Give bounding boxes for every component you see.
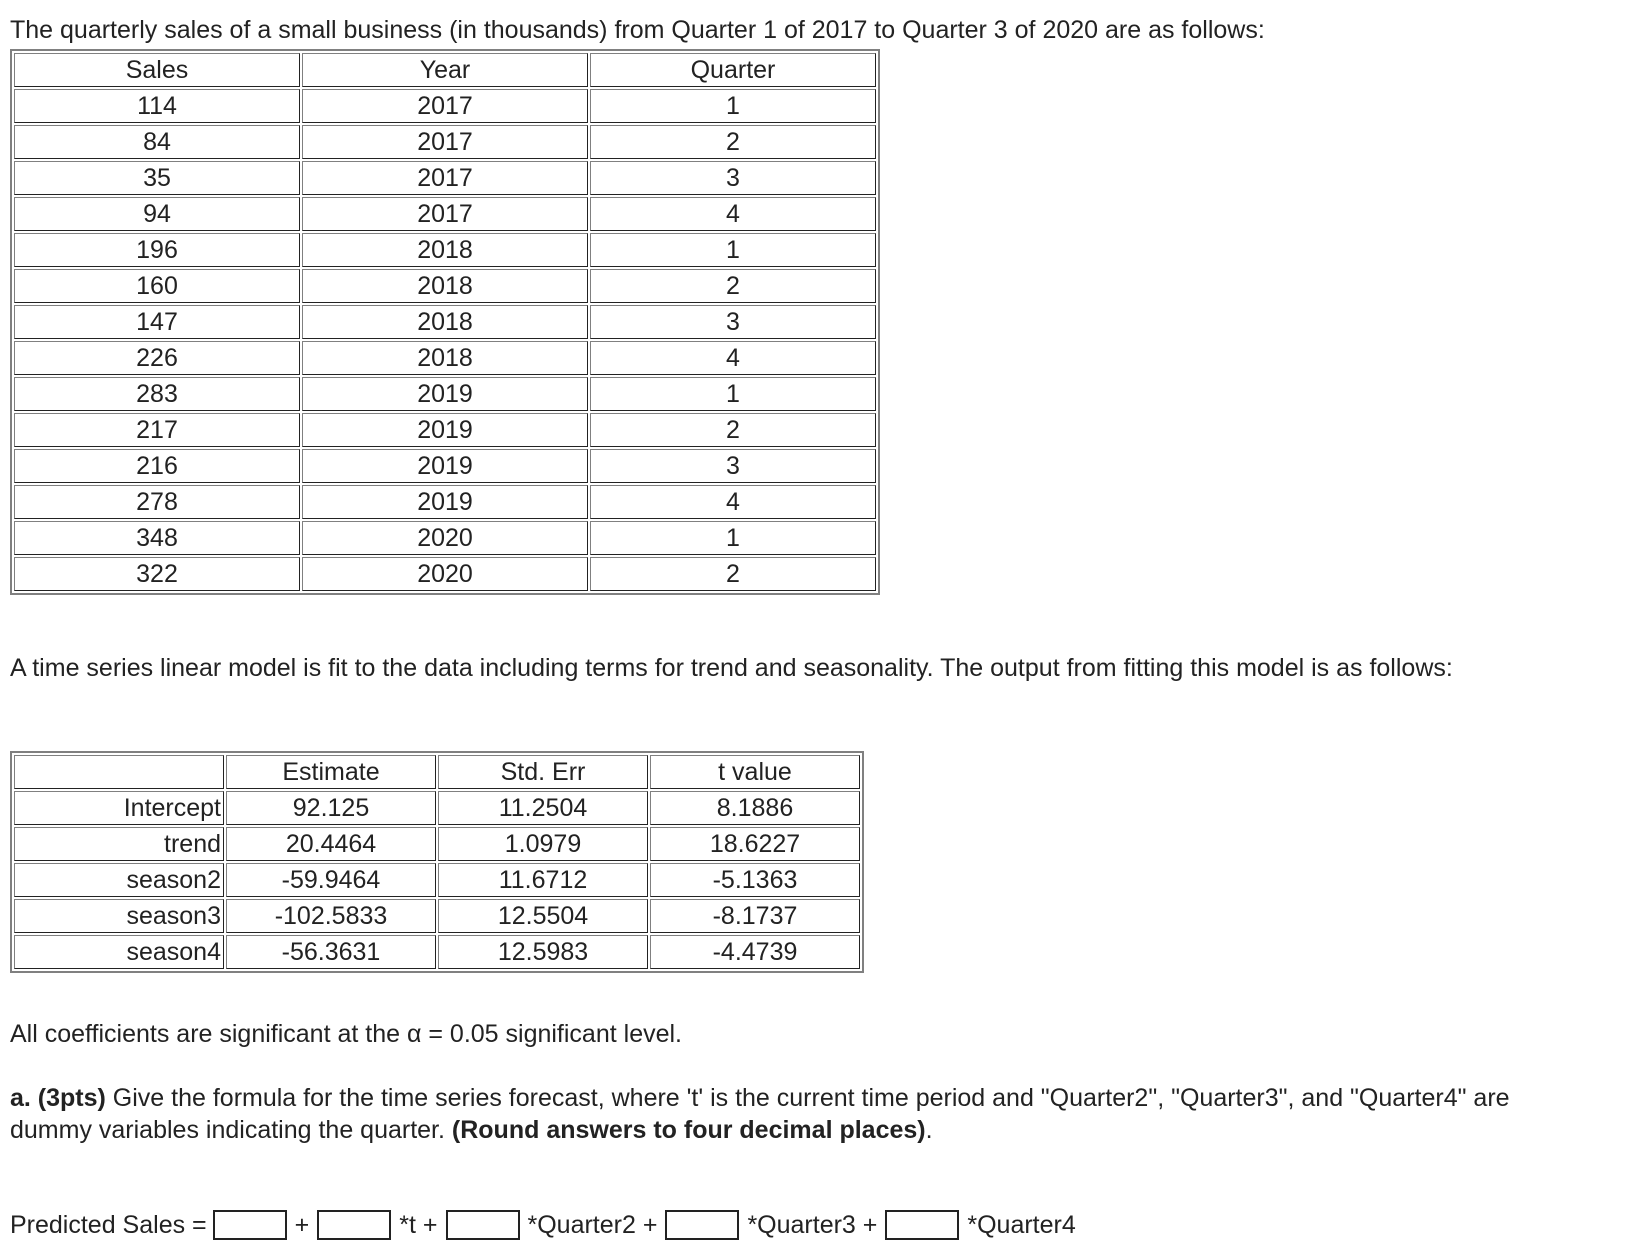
table-cell: 2018: [302, 269, 588, 303]
table-row: [14, 269, 876, 303]
table-cell: Intercept: [14, 791, 224, 825]
table-cell: 2: [590, 269, 876, 303]
table-cell: 2017: [302, 89, 588, 123]
table-row: [14, 233, 876, 267]
table-cell: 4: [590, 341, 876, 375]
table-cell: 196: [14, 233, 300, 267]
table-row: [14, 413, 876, 447]
table-cell: 2: [590, 125, 876, 159]
table-cell: 2017: [302, 125, 588, 159]
table-cell: 1: [590, 233, 876, 267]
table-cell: 2020: [302, 521, 588, 555]
table-cell: 11.6712: [438, 863, 648, 897]
question-a: [10, 1082, 1550, 1146]
table-row: [14, 197, 876, 231]
trend-coefficient-input[interactable]: [317, 1210, 391, 1240]
table-cell: 12.5504: [438, 899, 648, 933]
table-cell: 216: [14, 449, 300, 483]
table-cell: 1.0979: [438, 827, 648, 861]
table-cell: trend: [14, 827, 224, 861]
significance-note: All coefficients are significant at the α = 0.05 significant level.: [10, 1020, 682, 1048]
intercept-input[interactable]: [213, 1210, 287, 1240]
table-cell: 92.125: [226, 791, 436, 825]
table-cell: 3: [590, 449, 876, 483]
table-row: [14, 449, 876, 483]
table-cell: 2018: [302, 305, 588, 339]
table-cell: 160: [14, 269, 300, 303]
table-cell: -5.1363: [650, 863, 860, 897]
table-cell: -8.1737: [650, 899, 860, 933]
plus-sign: +: [294, 1211, 310, 1239]
quarter2-coefficient-input[interactable]: [446, 1210, 520, 1240]
table-cell: 11.2504: [438, 791, 648, 825]
question-end: .: [925, 1116, 933, 1144]
table-row: [14, 161, 876, 195]
column-header: Std. Err: [438, 755, 648, 789]
table-cell: 1: [590, 377, 876, 411]
table-row: [14, 521, 876, 555]
coefficient-table: [10, 751, 864, 973]
predicted-sales-label: Predicted Sales =: [10, 1211, 207, 1239]
table-cell: 2: [590, 557, 876, 591]
table-cell: 8.1886: [650, 791, 860, 825]
table-cell: season3: [14, 899, 224, 933]
rounding-instruction: (Round answers to four decimal places): [451, 1116, 926, 1144]
table-cell: 35: [14, 161, 300, 195]
table-row: [14, 791, 860, 825]
table-cell: season4: [14, 935, 224, 969]
table-cell: 2: [590, 413, 876, 447]
table-row: [14, 89, 876, 123]
t-term-label: *t +: [399, 1211, 438, 1239]
table-row: [14, 485, 876, 519]
sales-data-table: [10, 49, 880, 595]
table-cell: 4: [590, 485, 876, 519]
column-header: Year: [302, 53, 588, 87]
table-cell: 4: [590, 197, 876, 231]
column-header: t value: [650, 755, 860, 789]
table-cell: 226: [14, 341, 300, 375]
table-cell: season2: [14, 863, 224, 897]
table-row: [14, 377, 876, 411]
table-cell: 283: [14, 377, 300, 411]
table-cell: 2020: [302, 557, 588, 591]
table-row: [14, 341, 876, 375]
table-cell: 348: [14, 521, 300, 555]
table-cell: 1: [590, 89, 876, 123]
column-header: Quarter: [590, 53, 876, 87]
table-cell: 3: [590, 161, 876, 195]
problem-intro: The quarterly sales of a small business (in thousands) from Quarter 1 of 2017 to Quarter 3 of 2020 are as follows:: [10, 16, 1265, 44]
header-row: [14, 53, 876, 87]
table-row: [14, 305, 876, 339]
quarter2-term-label: *Quarter2 +: [527, 1211, 658, 1239]
table-cell: 1: [590, 521, 876, 555]
quarter4-term-label: *Quarter4: [967, 1211, 1076, 1239]
quarter3-term-label: *Quarter3 +: [747, 1211, 878, 1239]
table-cell: 2019: [302, 413, 588, 447]
table-cell: 217: [14, 413, 300, 447]
question-text: Give the formula for the time series forecast, where 't' is the current time period and "Quarter2", "Quarter3", and "Quarter4" are dummy variables indicating the quarter.: [10, 1084, 1510, 1144]
table-cell: 18.6227: [650, 827, 860, 861]
table-cell: 2017: [302, 197, 588, 231]
table-row: [14, 863, 860, 897]
table-cell: 3: [590, 305, 876, 339]
table-cell: 84: [14, 125, 300, 159]
question-label: a. (3pts): [10, 1084, 106, 1112]
table-row: [14, 125, 876, 159]
table-cell: 114: [14, 89, 300, 123]
column-header: [14, 755, 224, 789]
quarter3-coefficient-input[interactable]: [665, 1210, 739, 1240]
table-cell: 2019: [302, 449, 588, 483]
table-cell: -56.3631: [226, 935, 436, 969]
table-cell: 278: [14, 485, 300, 519]
table-cell: 2019: [302, 485, 588, 519]
table-row: [14, 557, 876, 591]
table-row: [14, 899, 860, 933]
table-cell: 94: [14, 197, 300, 231]
table-row: [14, 827, 860, 861]
table-cell: 2018: [302, 341, 588, 375]
column-header: Sales: [14, 53, 300, 87]
column-header: Estimate: [226, 755, 436, 789]
table-cell: 322: [14, 557, 300, 591]
table-cell: -102.5833: [226, 899, 436, 933]
table-cell: 2018: [302, 233, 588, 267]
table-cell: 12.5983: [438, 935, 648, 969]
table-cell: 2017: [302, 161, 588, 195]
table-row: [14, 935, 860, 969]
header-row: [14, 755, 860, 789]
table-cell: 147: [14, 305, 300, 339]
table-cell: 2019: [302, 377, 588, 411]
quarter4-coefficient-input[interactable]: [885, 1210, 959, 1240]
model-description: A time series linear model is fit to the data including terms for trend and seasonality. The output from fitting this model is as follows:: [10, 654, 1453, 682]
table-cell: -59.9464: [226, 863, 436, 897]
table-cell: -4.4739: [650, 935, 860, 969]
answer-formula: [10, 1209, 1078, 1241]
table-cell: 20.4464: [226, 827, 436, 861]
